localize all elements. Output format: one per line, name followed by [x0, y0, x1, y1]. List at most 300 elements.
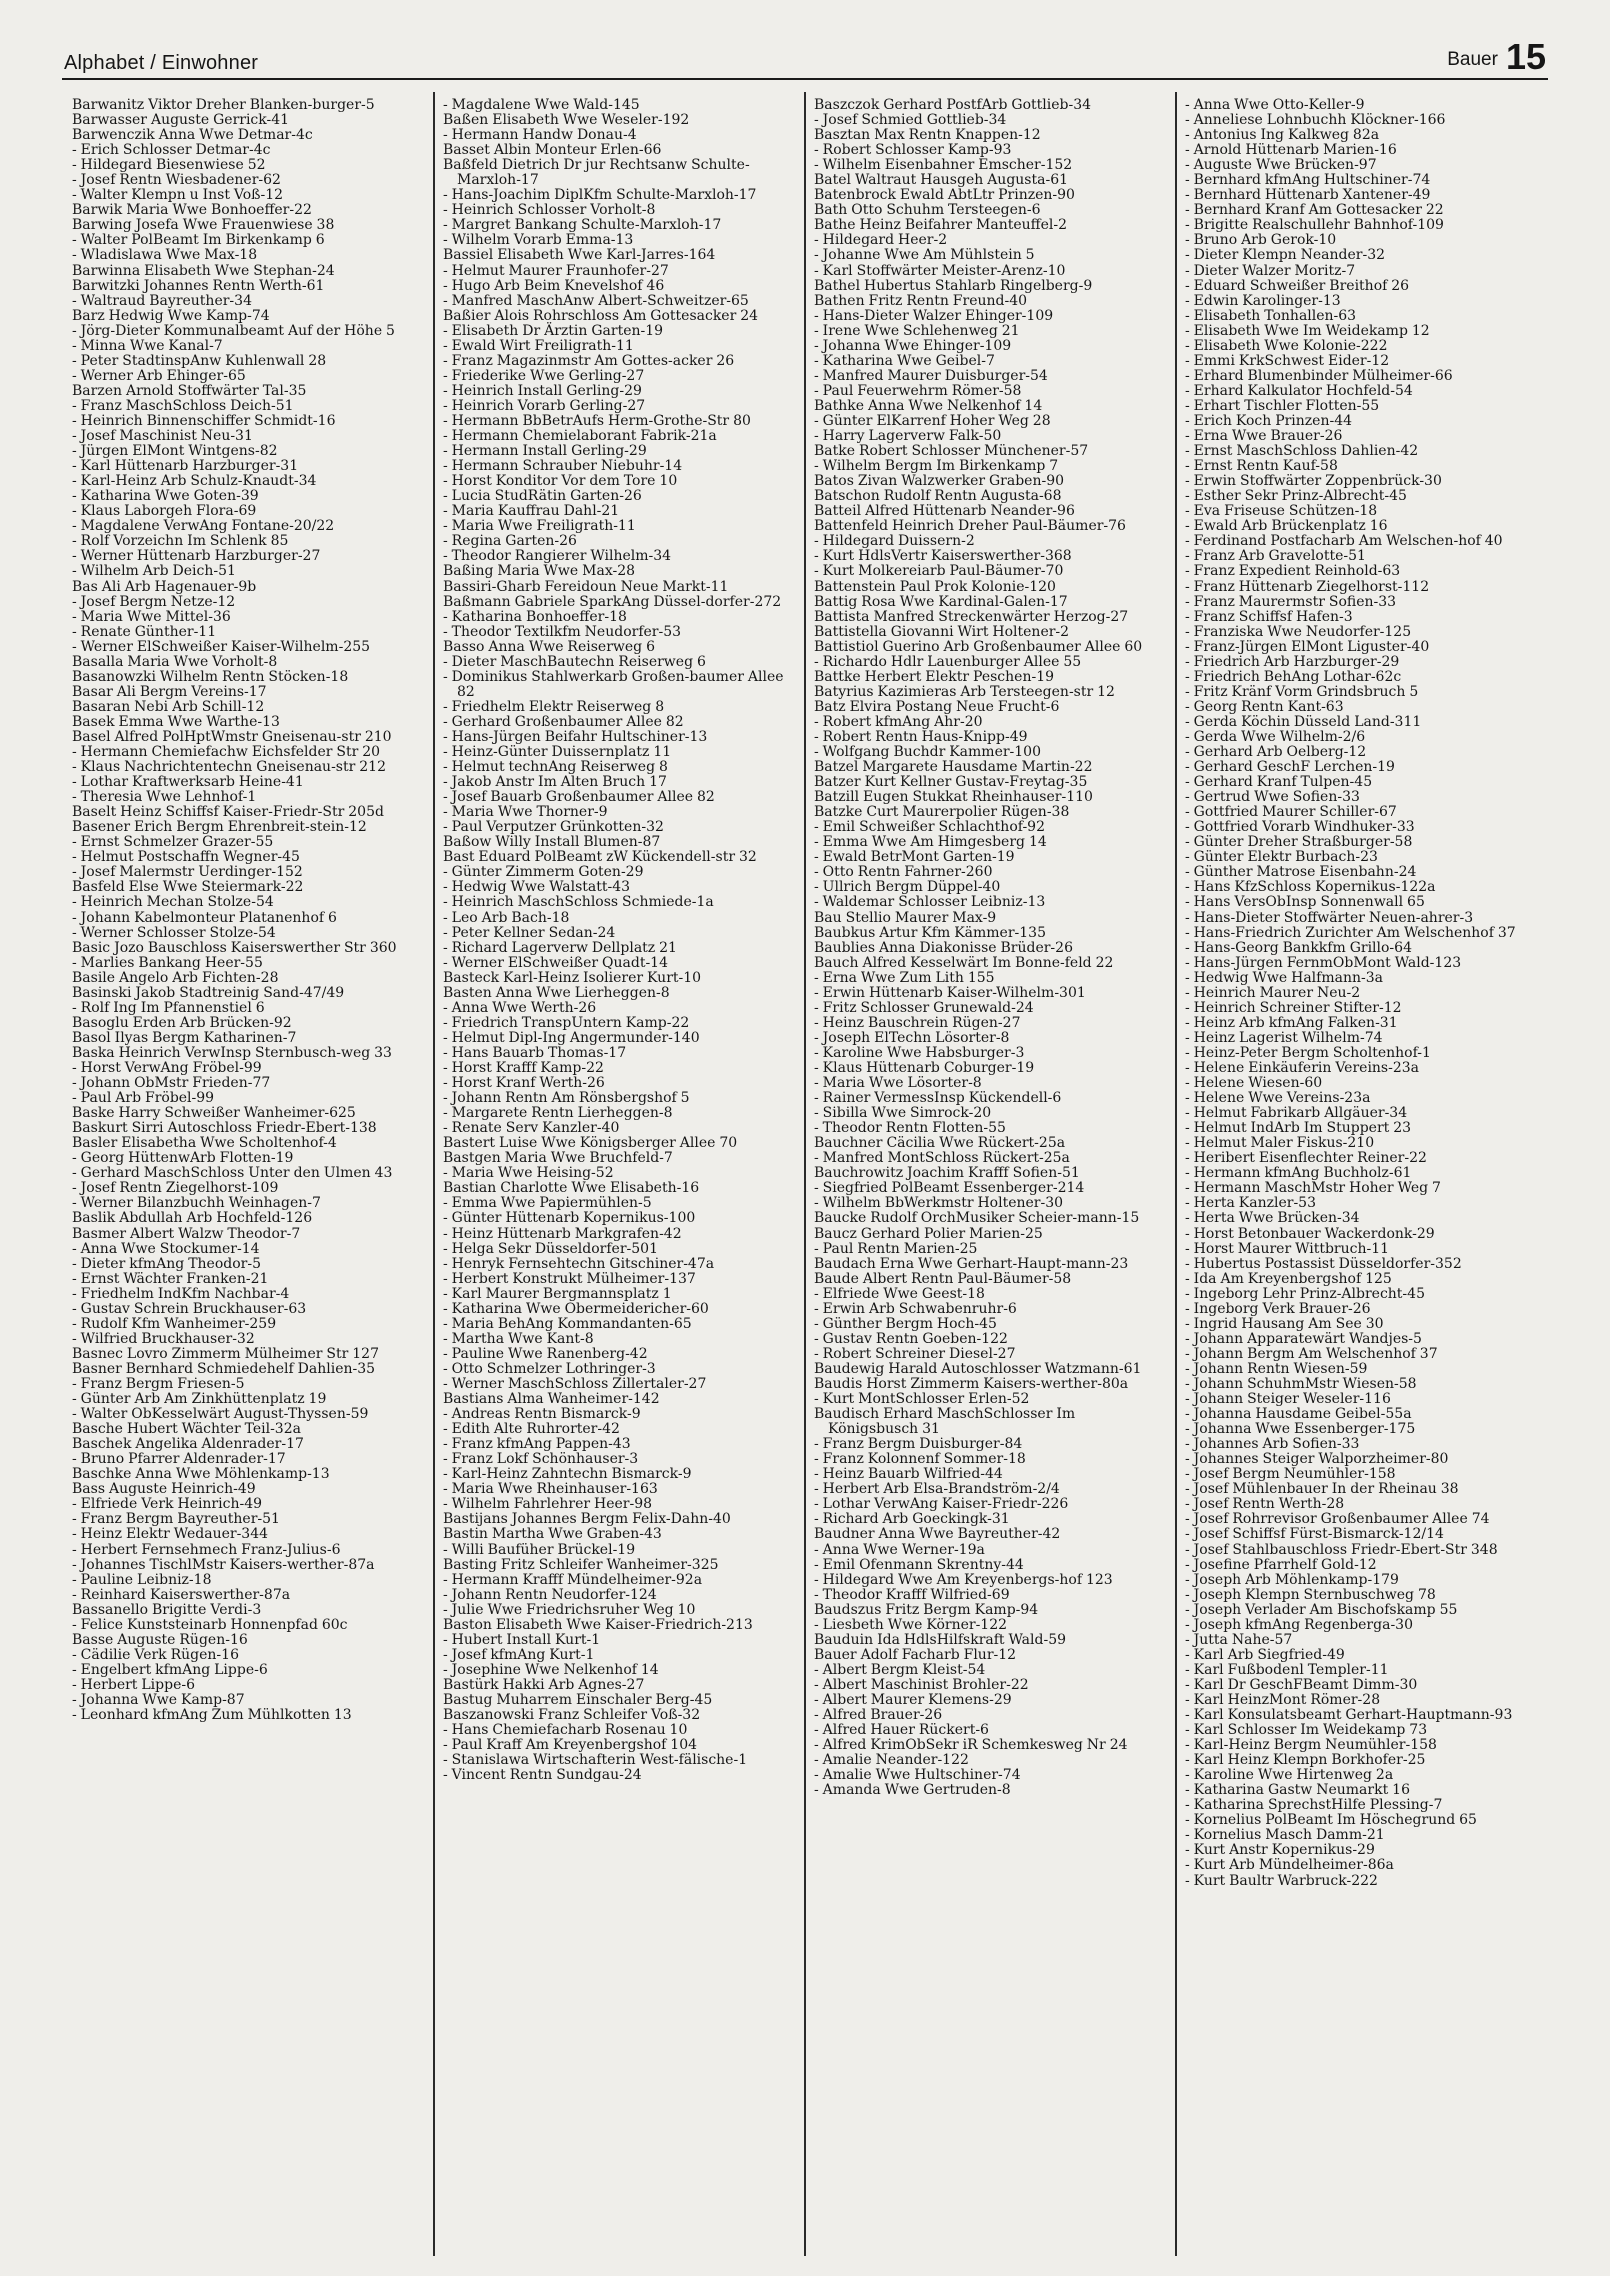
directory-entry: Batschon Rudolf Rentn Augusta-68 — [814, 488, 1062, 505]
directory-entry: - Johann Kabelmonteur Platanenhof 6 — [72, 909, 337, 926]
directory-entry: - Kurt Anstr Kopernikus-29 — [1185, 1842, 1375, 1859]
directory-entry: - Wilhelm Arb Deich-51 — [72, 563, 236, 580]
directory-entry: Bastijans Johannes Bergm Felix-Dahn-40 — [443, 1511, 731, 1528]
directory-entry: - Gerda Köchin Düsseld Land-311 — [1185, 713, 1422, 730]
directory-entry: - Erhard Blumenbinder Mülheimer-66 — [1185, 367, 1453, 384]
directory-entry: - Horst Konditor Vor dem Tore 10 — [443, 473, 678, 490]
directory-entry: - Reinhard Kaiserswerther-87a — [72, 1586, 291, 1603]
directory-entry: - Katharina Wwe Geibel-7 — [814, 352, 995, 369]
directory-entry: - Franz MaschSchloss Deich-51 — [72, 397, 294, 414]
directory-entry: - Hans-Dieter Walzer Ehinger-109 — [814, 307, 1054, 324]
directory-entry: - Otto Rentn Fahrner-260 — [814, 864, 993, 881]
directory-entry: - Harry Lagerverw Falk-50 — [814, 428, 1002, 445]
directory-entry: - Hildegard Wwe Am Kreyenbergs-hof 123 — [814, 1571, 1113, 1588]
directory-entry: - Hildegard Biesenwiese 52 — [72, 157, 266, 174]
directory-entry: - Josef Rohrrevisor Großenbaumer Allee 74 — [1185, 1511, 1490, 1528]
directory-entry: - Elfriede Wwe Geest-18 — [814, 1285, 985, 1302]
directory-entry: Baudach Erna Wwe Gerhart-Haupt-mann-23 — [814, 1255, 1129, 1272]
directory-entry: Basfeld Else Wwe Steiermark-22 — [72, 879, 304, 896]
directory-entry: - Wilhelm Bergm Im Birkenkamp 7 — [814, 458, 1059, 475]
directory-entry: - Wilhelm Fahrlehrer Heer-98 — [443, 1496, 653, 1513]
directory-entry: - Elisabeth Wwe Im Weidekamp 12 — [1185, 322, 1430, 339]
directory-entry: Baudner Anna Wwe Bayreuther-42 — [814, 1526, 1061, 1543]
directory-entry: Baucz Gerhard Polier Marien-25 — [814, 1225, 1043, 1242]
directory-entry: - Gerhard GeschF Lerchen-19 — [1185, 759, 1395, 776]
directory-entry: Batenbrock Ewald AbtLtr Prinzen-90 — [814, 187, 1075, 204]
directory-entry: - Waldemar Schlosser Leibniz-13 — [814, 894, 1046, 911]
directory-entry: - Irene Wwe Schlehenweg 21 — [814, 322, 1020, 339]
directory-entry: - Werner Bilanzbuchh Weinhagen-7 — [72, 1195, 321, 1212]
directory-entry: - Karl Konsulatsbeamt Gerhart-Hauptmann-93 — [1185, 1707, 1513, 1724]
directory-entry: - Emma Wwe Papiermühlen-5 — [443, 1195, 652, 1212]
directory-entry: - Johann Apparatewärt Wandjes-5 — [1185, 1330, 1422, 1347]
directory-entry: - Erwin Arb Schwabenruhr-6 — [814, 1300, 1017, 1317]
directory-entry: - Ingeborg Lehr Prinz-Albrecht-45 — [1185, 1285, 1425, 1302]
directory-entry: - Josef Maschinist Neu-31 — [72, 428, 253, 445]
directory-entry: - Hans Bauarb Thomas-17 — [443, 1044, 627, 1061]
directory-entry: - Friedhelm Elektr Reiserweg 8 — [443, 698, 665, 715]
page-header — [62, 36, 1548, 80]
directory-entry: - Werner MaschSchloss Zillertaler-27 — [443, 1375, 707, 1392]
directory-entry: - Johannes Arb Sofien-33 — [1185, 1436, 1360, 1453]
directory-entry: Basek Emma Wwe Warthe-13 — [72, 713, 280, 730]
directory-entry: - Jakob Anstr Im Alten Bruch 17 — [443, 774, 667, 791]
directory-entry: - Gerhard MaschSchloss Unter den Ulmen 43 — [72, 1165, 393, 1182]
directory-entry: Basalla Maria Wwe Vorholt-8 — [72, 653, 278, 670]
directory-entry: - Emma Wwe Am Himgesberg 14 — [814, 834, 1047, 851]
directory-entry: - Heinz Bauarb Wilfried-44 — [814, 1466, 1003, 1483]
directory-entry: - Hermann MaschMstr Hoher Weg 7 — [1185, 1180, 1441, 1197]
directory-entry: - Hedwig Wwe Walstatt-43 — [443, 879, 631, 896]
directory-entry: - Maria Wwe Lösorter-8 — [814, 1075, 982, 1092]
directory-entry: Basoglu Erden Arb Brücken-92 — [72, 1014, 292, 1031]
directory-entry: - Paul Kraff Am Kreyenbergshof 104 — [443, 1737, 698, 1754]
directory-entry: - Julie Wwe Friedrichsruher Weg 10 — [443, 1601, 696, 1618]
directory-entry: Baudewig Harald Autoschlosser Watzmann-61 — [814, 1360, 1142, 1377]
directory-entry: - Rolf Ing Im Pfannenstiel 6 — [72, 999, 265, 1016]
directory-entry: - Johanne Wwe Am Mühlstein 5 — [814, 247, 1035, 264]
directory-entry: Basener Erich Bergm Ehrenbreit-stein-12 — [72, 819, 367, 836]
directory-entry: Bassanello Brigitte Verdi-3 — [72, 1601, 262, 1618]
directory-entry: - Wilhelm Eisenbahner Emscher-152 — [814, 157, 1073, 174]
directory-entry: - Hans KfzSchloss Kopernikus-122a — [1185, 879, 1436, 896]
directory-entry: - Rainer VermessInsp Kückendell-6 — [814, 1090, 1062, 1107]
directory-entry: - Theodor Rangierer Wilhelm-34 — [443, 548, 672, 565]
directory-entry: - Hedwig Wwe Halfmann-3a — [1185, 969, 1383, 986]
directory-entry: Bassiel Elisabeth Wwe Karl-Jarres-164 — [443, 247, 716, 264]
directory-entry: - Johanna Wwe Ehinger-109 — [814, 337, 1012, 354]
directory-entry: - Johannes Steiger Walporzheimer-80 — [1185, 1451, 1449, 1468]
directory-entry: - Heinrich MaschSchloss Schmiede-1a — [443, 894, 714, 911]
directory-entry: - Richard Arb Goeckingk-31 — [814, 1511, 1010, 1528]
directory-entry: - Leo Arb Bach-18 — [443, 909, 570, 926]
directory-entry: - Josef Rentn Werth-28 — [1185, 1496, 1345, 1513]
directory-entry: - Günther Matrose Eisenbahn-24 — [1185, 864, 1417, 881]
directory-entry: - Karl-Heinz Bergm Neumühler-158 — [1185, 1737, 1437, 1754]
directory-entry: - Werner ElSchweißer Quadt-14 — [443, 954, 668, 971]
directory-entry: - Karl Dr GeschFBeamt Dimm-30 — [1185, 1676, 1418, 1693]
directory-entry: - Karl Fußbodenl Templer-11 — [1185, 1661, 1389, 1678]
directory-entry: - Heinz Elektr Wedauer-344 — [72, 1526, 269, 1543]
directory-entry: Basar Ali Bergm Vereins-17 — [72, 683, 267, 700]
directory-entry: - Helene Wiesen-60 — [1185, 1075, 1323, 1092]
directory-entry: - Bruno Pfarrer Aldenrader-17 — [72, 1451, 286, 1468]
directory-entry: - Vincent Rentn Sundgau-24 — [443, 1767, 642, 1784]
directory-entry: - Johann Bergm Am Welschenhof 37 — [1185, 1345, 1438, 1362]
directory-entry: - Hermann BbBetrAufs Herm-Grothe-Str 80 — [443, 412, 751, 429]
directory-entry: - Helmut Maler Fiskus-210 — [1185, 1135, 1375, 1152]
directory-entry: Baselt Heinz Schiffsf Kaiser-Friedr-Str 205d — [72, 804, 384, 821]
directory-entry: - Maria Wwe Thorner-9 — [443, 804, 608, 821]
directory-entry: - Günter Arb Am Zinkhüttenplatz 19 — [72, 1391, 327, 1408]
directory-entry: Battenstein Paul Prok Kolonie-120 — [814, 578, 1056, 595]
directory-entry: - Richard Lagerverw Dellplatz 21 — [443, 939, 677, 956]
directory-entry: - Brigitte Realschullehr Bahnhof-109 — [1185, 217, 1444, 234]
directory-entry: Basteck Karl-Heinz Isolierer Kurt-10 — [443, 969, 702, 986]
directory-entry: - Hermann kfmAng Buchholz-61 — [1185, 1165, 1412, 1182]
directory-entry: - Friedrich TranspUntern Kamp-22 — [443, 1014, 690, 1031]
directory-entry: Bassiri-Gharb Fereidoun Neue Markt-11 — [443, 578, 729, 595]
directory-entry: - Eva Friseuse Schützen-18 — [1185, 503, 1378, 520]
directory-entry: - Engelbert kfmAng Lippe-6 — [72, 1661, 268, 1678]
directory-entry: - Rolf Vorzeichn Im Schlenk 85 — [72, 533, 289, 550]
directory-entry: Barzen Arnold Stoffwärter Tal-35 — [72, 382, 307, 399]
directory-entry: Batz Elvira Postang Neue Frucht-6 — [814, 698, 1060, 715]
directory-entry: - Margarete Rentn Lierheggen-8 — [443, 1105, 673, 1122]
directory-entry: - Helga Sekr Düsseldorfer-501 — [443, 1240, 658, 1257]
column-3 — [804, 92, 1175, 2256]
directory-entry: - Maria Kauffrau Dahl-21 — [443, 503, 620, 520]
directory-entry: - Joseph kfmAng Regenberga-30 — [1185, 1616, 1413, 1633]
directory-entry: - Josephine Wwe Nelkenhof 14 — [443, 1661, 659, 1678]
directory-entry: - Stanislawa Wirtschafterin West-fälische-1 — [443, 1752, 748, 1769]
directory-entry: - Bruno Arb Gerok-10 — [1185, 232, 1337, 249]
directory-entry: Basso Anna Wwe Reiserweg 6 — [443, 638, 655, 655]
directory-entry: - Franz Bergm Friesen-5 — [72, 1375, 245, 1392]
directory-entry: Basmer Albert Walzw Theodor-7 — [72, 1225, 301, 1242]
directory-entry: - Werner Schlosser Stolze-54 — [72, 924, 276, 941]
directory-entry: - Johann Rentn Am Rönsbergshof 5 — [443, 1090, 690, 1107]
directory-entry: - Werner Arb Ehinger-65 — [72, 367, 246, 384]
directory-entry: Basztan Max Rentn Knappen-12 — [814, 127, 1041, 144]
directory-entry: - Rudolf Kfm Wanheimer-259 — [72, 1315, 277, 1332]
directory-entry: Baßow Willy Install Blumen-87 — [443, 834, 661, 851]
directory-entry: - Renate Serv Kanzler-40 — [443, 1120, 620, 1137]
directory-entry: Batzer Kurt Kellner Gustav-Freytag-35 — [814, 774, 1088, 791]
directory-entry: - Karl-Heinz Zahntechn Bismarck-9 — [443, 1466, 692, 1483]
directory-entry: - Gerhard Kranf Tulpen-45 — [1185, 774, 1373, 791]
directory-entry: - Erna Wwe Zum Lith 155 — [814, 969, 995, 986]
directory-entry: - Minna Wwe Kanal-7 — [72, 337, 223, 354]
directory-entry: Batzke Curt Maurerpolier Rügen-38 — [814, 804, 1070, 821]
directory-entry: - Ernst Rentn Kauf-58 — [1185, 458, 1338, 475]
directory-entry: - Hans VersObInsp Sonnenwall 65 — [1185, 894, 1425, 911]
directory-entry: Batel Waltraut Hausgeh Augusta-61 — [814, 172, 1069, 189]
directory-entry: - Peter Kellner Sedan-24 — [443, 924, 616, 941]
directory-entry: - Emil Schweißer Schlachthof-92 — [814, 819, 1045, 836]
column-4 — [1175, 92, 1546, 2256]
directory-entry: - Anna Wwe Werth-26 — [443, 999, 597, 1016]
directory-entry: - Anna Wwe Stockumer-14 — [72, 1240, 260, 1257]
directory-entry: Battista Manfred Streckenwärter Herzog-27 — [814, 608, 1129, 625]
directory-entry: - Gerda Wwe Wilhelm-2/6 — [1185, 728, 1366, 745]
directory-entry: Baudisch Erhard MaschSchlosser Im Königsbusch 31 — [814, 1406, 1076, 1438]
directory-entry: - Heinrich Install Gerling-29 — [443, 382, 642, 399]
directory-entry: - Anneliese Lohnbuchh Klöckner-166 — [1185, 112, 1446, 129]
directory-entry: - Karoline Wwe Habsburger-3 — [814, 1044, 1025, 1061]
directory-entry: - Manfred Maurer Duisburger-54 — [814, 367, 1048, 384]
directory-entry: - Alfred Hauer Rückert-6 — [814, 1722, 989, 1739]
directory-entry: - Werner ElSchweißer Kaiser-Wilhelm-255 — [72, 638, 371, 655]
directory-entry: Baßier Alois Rohrschloss Am Gottesacker 24 — [443, 307, 759, 324]
directory-entry: Battenfeld Heinrich Dreher Paul-Bäumer-76 — [814, 518, 1126, 535]
directory-entry: - Cädilie Verk Rügen-16 — [72, 1646, 239, 1663]
directory-entry: - Heinrich Schlosser Vorholt-8 — [443, 202, 656, 219]
directory-entry: - Franz Maurermstr Sofien-33 — [1185, 593, 1397, 610]
directory-entry: - Heinrich Schreiner Stifter-12 — [1185, 999, 1402, 1016]
directory-entry: - Katharina Gastw Neumarkt 16 — [1185, 1782, 1410, 1799]
directory-entry: - Johanna Wwe Kamp-87 — [72, 1691, 245, 1708]
directory-entry: Bastians Alma Wanheimer-142 — [443, 1391, 660, 1408]
directory-entry: Baschke Anna Wwe Möhlenkamp-13 — [72, 1466, 330, 1483]
directory-entry: Basset Albin Monteur Erlen-66 — [443, 142, 662, 159]
directory-entry: - Helmut technAng Reiserweg 8 — [443, 759, 668, 776]
directory-entry: - Walter PolBeamt Im Birkenkamp 6 — [72, 232, 325, 249]
directory-entry: - Amalie Neander-122 — [814, 1752, 969, 1769]
directory-entry: - Peter StadtinspAnw Kuhlenwall 28 — [72, 352, 327, 369]
directory-entry: - Franz Magazinmstr Am Gottes-acker 26 — [443, 352, 735, 369]
directory-entry: - Hubertus Postassist Düsseldorfer-352 — [1185, 1255, 1462, 1272]
column-2 — [433, 92, 804, 2256]
directory-entry: Bauduin Ida HdlsHilfskraft Wald-59 — [814, 1631, 1067, 1648]
directory-entry: - Helmut Maurer Fraunhofer-27 — [443, 262, 669, 279]
directory-entry: - Erich Koch Prinzen-44 — [1185, 412, 1353, 429]
directory-entry: - Wilfried Bruckhauser-32 — [72, 1330, 255, 1347]
directory-entry: - Franz Kolonnenf Sommer-18 — [814, 1451, 1026, 1468]
directory-entry: Bau Stellio Maurer Max-9 — [814, 909, 997, 926]
directory-entry: - Johann Steiger Weseler-116 — [1185, 1391, 1391, 1408]
directory-entry: - Werner Hüttenarb Harzburger-27 — [72, 548, 321, 565]
directory-entry: - Ewald Arb Brückenplatz 16 — [1185, 518, 1388, 535]
directory-entry: - Maria Wwe Mittel-36 — [72, 608, 231, 625]
directory-entry: - Lucia StudRätin Garten-26 — [443, 488, 642, 505]
directory-entry: Batteil Alfred Hüttenarb Neander-96 — [814, 503, 1075, 520]
directory-entry: Basse Auguste Rügen-16 — [72, 1631, 248, 1648]
directory-entry: - Franz Schiffsf Hafen-3 — [1185, 608, 1353, 625]
directory-entry: - Hildegard Duissern-2 — [814, 533, 975, 550]
directory-entry: - Albert Maurer Klemens-29 — [814, 1691, 1012, 1708]
directory-entry: - Emmi KrkSchwest Eider-12 — [1185, 352, 1390, 369]
directory-entry: Basol Ilyas Bergm Katharinen-7 — [72, 1029, 297, 1046]
directory-entry: - Herbert Fernsehmech Franz-Julius-6 — [72, 1541, 341, 1558]
directory-entry: - Amalie Wwe Hultschiner-74 — [814, 1767, 1021, 1784]
directory-entry: - Theresia Wwe Lehnhof-1 — [72, 789, 257, 806]
directory-entry: - Eduard Schweißer Breithof 26 — [1185, 277, 1410, 294]
directory-entry: - Elisabeth Wwe Kolonie-222 — [1185, 337, 1388, 354]
directory-entry: - Johann Rentn Neudorfer-124 — [443, 1586, 657, 1603]
directory-entry: - Fritz Schlosser Grunewald-24 — [814, 999, 1034, 1016]
directory-entry: Bauer Adolf Facharb Flur-12 — [814, 1646, 1017, 1663]
directory-entry: Baubkus Artur Kfm Kämmer-135 — [814, 924, 1046, 941]
directory-entry: - Joseph Arb Möhlenkamp-179 — [1185, 1571, 1399, 1588]
directory-entry: - Gustav Schrein Bruckhauser-63 — [72, 1300, 307, 1317]
directory-entry: - Wladislawa Wwe Max-18 — [72, 247, 258, 264]
directory-entry: - Karl Stoffwärter Meister-Arenz-10 — [814, 262, 1066, 279]
directory-entry: - Jürgen ElMont Wintgens-82 — [72, 443, 278, 460]
directory-entry: Basche Hubert Wächter Teil-32a — [72, 1421, 301, 1438]
directory-entry: - Anna Wwe Werner-19a — [814, 1541, 985, 1558]
directory-entry: - Karoline Wwe Hirtenweg 2a — [1185, 1767, 1394, 1784]
directory-entry: - Marlies Bankang Heer-55 — [72, 954, 263, 971]
directory-entry: - Gertrud Wwe Sofien-33 — [1185, 789, 1360, 806]
directory-entry: - Ullrich Bergm Düppel-40 — [814, 879, 1001, 896]
directory-entry: - Karl Arb Siegfried-49 — [1185, 1646, 1345, 1663]
directory-entry: Barwenczik Anna Wwe Detmar-4c — [72, 127, 313, 144]
directory-entry: - Joseph ElTechn Lösorter-8 — [814, 1029, 1010, 1046]
directory-entry: - Manfred MaschAnw Albert-Schweitzer-65 — [443, 292, 749, 309]
directory-entry: - Richardo Hdlr Lauenburger Allee 55 — [814, 653, 1082, 670]
directory-entry: - Wilhelm BbWerkmstr Holtener-30 — [814, 1195, 1064, 1212]
directory-entry: - Erwin Hüttenarb Kaiser-Wilhelm-301 — [814, 984, 1086, 1001]
directory-entry: - Johanna Wwe Essenberger-175 — [1185, 1421, 1416, 1438]
directory-entry: - Karl Heinz Klempn Borkhofer-25 — [1185, 1752, 1426, 1769]
directory-entry: - Günter ElKarrenf Hoher Weg 28 — [814, 412, 1051, 429]
directory-entry: Baskurt Sirri Autoschloss Friedr-Ebert-138 — [72, 1120, 377, 1137]
directory-entry: Bass Auguste Heinrich-49 — [72, 1481, 256, 1498]
directory-entry: - Elfriede Verk Heinrich-49 — [72, 1496, 263, 1513]
directory-entry: - Franz kfmAng Pappen-43 — [443, 1436, 631, 1453]
directory-entry: - Maria Wwe Rheinhauser-163 — [443, 1481, 658, 1498]
directory-entry: Basten Anna Wwe Lierheggen-8 — [443, 984, 670, 1001]
directory-entry: Baudszus Fritz Bergm Kamp-94 — [814, 1601, 1039, 1618]
directory-entry: - Joseph Klempn Sternbuschweg 78 — [1185, 1586, 1436, 1603]
directory-entry: - Anna Wwe Otto-Keller-9 — [1185, 97, 1365, 113]
directory-entry: Basinski Jakob Stadtreinig Sand-47/49 — [72, 984, 345, 1001]
directory-entry: - Heinrich Mechan Stolze-54 — [72, 894, 274, 911]
directory-entry: - Ernst MaschSchloss Dahlien-42 — [1185, 443, 1419, 460]
directory-entry: - Gerhard Großenbaumer Allee 82 — [443, 713, 684, 730]
directory-entry: - Maria BehAng Kommandanten-65 — [443, 1315, 692, 1332]
directory-entry: Basler Elisabetha Wwe Scholtenhof-4 — [72, 1135, 337, 1152]
directory-entry: - Johann ObMstr Frieden-77 — [72, 1075, 271, 1092]
directory-entry: Bastürk Hakki Arb Agnes-27 — [443, 1676, 645, 1693]
directory-entry: - Ingrid Hausang Am See 30 — [1185, 1315, 1384, 1332]
directory-entry: - Kurt HdlsVertr Kaiserswerther-368 — [814, 548, 1072, 565]
directory-entry: Basile Angelo Arb Fichten-28 — [72, 969, 279, 986]
directory-entry: - Kurt Molkereiarb Paul-Bäumer-70 — [814, 563, 1064, 580]
directory-entry: Baston Elisabeth Wwe Kaiser-Friedrich-213 — [443, 1616, 753, 1633]
directory-entry: - Horst Kranf Werth-26 — [443, 1075, 605, 1092]
directory-entry: - Robert Schreiner Diesel-27 — [814, 1345, 1016, 1362]
directory-entry: - Pauline Leibniz-18 — [72, 1571, 212, 1588]
directory-entry: Baske Harry Schweißer Wanheimer-625 — [72, 1105, 356, 1122]
directory-entry: - Helmut IndArb Im Stuppert 23 — [1185, 1120, 1412, 1137]
directory-entry: - Renate Günther-11 — [72, 623, 217, 640]
directory-entry: - Elisabeth Tonhallen-63 — [1185, 307, 1357, 324]
directory-entry: - Kornelius PolBeamt Im Höschegrund 65 — [1185, 1812, 1477, 1829]
directory-entry: - Maria Wwe Heising-52 — [443, 1165, 614, 1182]
directory-entry: Bastgen Maria Wwe Bruchfeld-7 — [443, 1150, 673, 1167]
directory-entry: - Paul Rentn Marien-25 — [814, 1240, 978, 1257]
directory-entry: Batzill Eugen Stukkat Rheinhauser-110 — [814, 789, 1093, 806]
directory-entry: - Heinrich Binnenschiffer Schmidt-16 — [72, 412, 336, 429]
directory-entry: - Bernhard Hüttenarb Xantener-49 — [1185, 187, 1431, 204]
directory-entry: - Edwin Karolinger-13 — [1185, 292, 1341, 309]
directory-entry: - Katharina Wwe Obermeidericher-60 — [443, 1300, 709, 1317]
directory-entry: - Karl Maurer Bergmannsplatz 1 — [443, 1285, 672, 1302]
directory-entry: - Erhart Tischler Flotten-55 — [1185, 397, 1380, 414]
directory-entry: - Paul Arb Fröbel-99 — [72, 1090, 215, 1107]
directory-entry: Bastug Muharrem Einschaler Berg-45 — [443, 1691, 713, 1708]
directory-entry: - Erhard Kalkulator Hochfeld-54 — [1185, 382, 1413, 399]
directory-entry: - Dieter MaschBautechn Reiserweg 6 — [443, 653, 706, 670]
directory-entry: - Friedrich BehAng Lothar-62c — [1185, 668, 1402, 685]
directory-entry: - Auguste Wwe Brücken-97 — [1185, 157, 1377, 174]
directory-entry: - Gustav Rentn Goeben-122 — [814, 1330, 1008, 1347]
directory-columns — [64, 92, 1546, 2256]
directory-entry: Bathe Heinz Beifahrer Manteuffel-2 — [814, 217, 1068, 234]
directory-entry: - Hans-Georg Bankkfm Grillo-64 — [1185, 939, 1412, 956]
directory-entry: - Josef Bergm Neumühler-158 — [1185, 1466, 1396, 1483]
directory-entry: - Edith Alte Ruhrorter-42 — [443, 1421, 620, 1438]
directory-entry: Baszczok Gerhard PostfArb Gottlieb-34 — [814, 97, 1092, 113]
directory-entry: - Helmut Fabrikarb Allgäuer-34 — [1185, 1105, 1408, 1122]
directory-entry: - Kornelius Masch Damm-21 — [1185, 1827, 1385, 1844]
directory-entry: - Johanna Hausdame Geibel-55a — [1185, 1406, 1412, 1423]
directory-entry: Basner Bernhard Schmiedehelf Dahlien-35 — [72, 1360, 376, 1377]
directory-entry: - Franz Bergm Duisburger-84 — [814, 1436, 1023, 1453]
directory-entry: Bathke Anna Wwe Nelkenhof 14 — [814, 397, 1043, 414]
directory-entry: Baßmann Gabriele SparkAng Düssel-dorfer-272 — [443, 593, 782, 610]
directory-entry: - Magdalene VerwAng Fontane-20/22 — [72, 518, 335, 535]
directory-entry: - Ida Am Kreyenbergshof 125 — [1185, 1270, 1392, 1287]
directory-entry: Bathen Fritz Rentn Freund-40 — [814, 292, 1028, 309]
directory-entry: - Hermann Chemiefachw Eichsfelder Str 20 — [72, 744, 381, 761]
directory-entry: - Heinz-Peter Bergm Scholtenhof-1 — [1185, 1044, 1431, 1061]
directory-entry: Barwasser Auguste Gerrick-41 — [72, 112, 290, 129]
directory-entry: - Fritz Kränf Vorm Grindsbruch 5 — [1185, 683, 1419, 700]
directory-entry: - Heinz Lagerist Wilhelm-74 — [1185, 1029, 1383, 1046]
directory-entry: - Hans-Jürgen Beifahr Hultschiner-13 — [443, 728, 708, 745]
directory-entry: - Josef Bauarb Großenbaumer Allee 82 — [443, 789, 715, 806]
directory-entry: Bauchrowitz Joachim Krafff Sofien-51 — [814, 1165, 1080, 1182]
directory-entry: - Elisabeth Dr Ärztin Garten-19 — [443, 322, 664, 339]
directory-entry: Basting Fritz Schleifer Wanheimer-325 — [443, 1556, 719, 1573]
running-head — [1447, 36, 1546, 78]
directory-entry: - Katharina SprechstHilfe Plessing-7 — [1185, 1797, 1443, 1814]
directory-entry: - Manfred MontSchloss Rückert-25a — [814, 1150, 1070, 1167]
section-title: Alphabet / Einwohner — [64, 52, 259, 74]
directory-entry: - Martha Wwe Kant-8 — [443, 1330, 594, 1347]
directory-entry: - Josef Schmied Gottlieb-34 — [814, 112, 1007, 129]
directory-entry: - Joseph Verlader Am Bischofskamp 55 — [1185, 1601, 1458, 1618]
directory-entry: Barwitzki Johannes Rentn Werth-61 — [72, 277, 325, 294]
directory-entry: - Andreas Rentn Bismarck-9 — [443, 1406, 641, 1423]
directory-entry: - Pauline Wwe Ranenberg-42 — [443, 1345, 648, 1362]
directory-entry: Barwing Josefa Wwe Frauenwiese 38 — [72, 217, 335, 234]
directory-entry: - Hans-Joachim DiplKfm Schulte-Marxloh-17 — [443, 187, 757, 204]
directory-entry: - Hubert Install Kurt-1 — [443, 1631, 601, 1648]
directory-entry: - Karl Schlosser Im Weidekamp 73 — [1185, 1722, 1428, 1739]
directory-entry: - Hildegard Heer-2 — [814, 232, 948, 249]
directory-entry: - Heinz Hüttenarb Markgrafen-42 — [443, 1225, 682, 1242]
directory-entry: - Erwin Stoffwärter Zoppenbrück-30 — [1185, 473, 1442, 490]
directory-entry: Bauch Alfred Kesselwärt Im Bonne-feld 22 — [814, 954, 1114, 971]
directory-entry: Baslik Abdullah Arb Hochfeld-126 — [72, 1210, 313, 1227]
directory-entry: - Georg Rentn Kant-63 — [1185, 698, 1344, 715]
directory-entry: Baszanowski Franz Schleifer Voß-32 — [443, 1707, 701, 1724]
directory-entry: - Willi Baufüher Brückel-19 — [443, 1541, 636, 1558]
